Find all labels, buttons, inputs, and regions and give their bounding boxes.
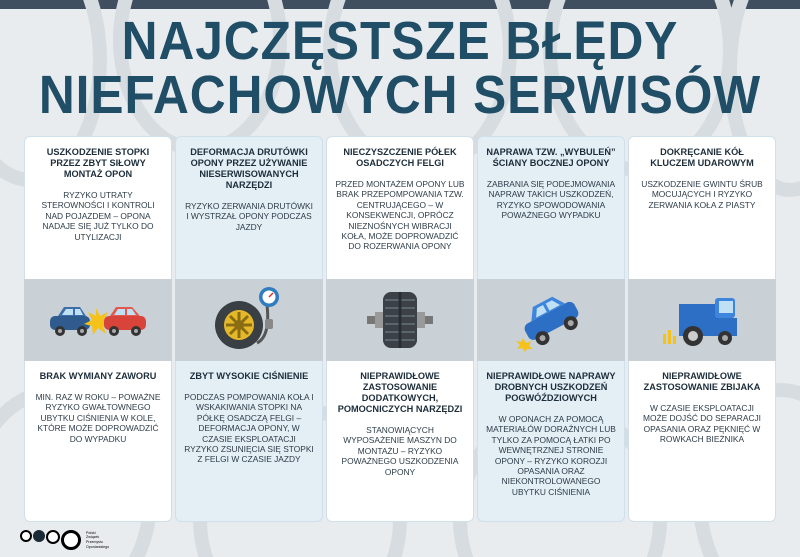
card-text: RYZYKO ZERWANIA DRUTÓWKI I WYSTRZAŁ OPONY PODCZAS JAZDY: [185, 201, 313, 232]
icon-band: [628, 279, 776, 361]
card-text: W CZASIE EKSPLOATACJI MOŻE DOJŚĆ DO SEPARACJI OPASANIA ORAZ PĘKNIĘĆ W ROWKACH BIEŻNIKA: [642, 403, 762, 445]
column-2: [175, 136, 323, 522]
column-3: [326, 136, 474, 522]
card-text: RYZYKO UTRATY STEROWNOŚCI I KONTROLI NAD POJAZDEM – OPONA NADAJE SIĘ JUŻ TYLKO DO UTYLIZACJI: [41, 190, 155, 242]
card-text: PODCZAS POMPOWANIA KOŁA I WSKAKIWANIA STOPKI NA PÓŁKĘ OSADCZĄ FELGI – DEFORMACJA OPONY, W CZASIE EKSPLOATACJI RYZYKO ZSUNIĘCIA SIĘ STOPKI Z FELGI W CZASIE JAZDY: [184, 392, 314, 465]
card-top: [175, 136, 323, 279]
card-bottom: [24, 361, 172, 522]
logo-text-line: Przemysłu: [86, 540, 103, 544]
card-bottom: [326, 361, 474, 522]
icon-band: [24, 279, 172, 361]
column-4: [477, 136, 625, 522]
card-heading: NIECZYSZCZENIE PÓŁEK OSADCZYCH FELGI: [343, 147, 457, 168]
logo-circle-icon: [61, 530, 81, 550]
car-with-torn-wheel-icon: [659, 288, 745, 352]
title-line-2: NIEFACHOWYCH SERWISÓW: [38, 65, 762, 125]
logo-text-line: Związek: [86, 535, 100, 540]
mistakes-grid: [24, 136, 776, 522]
card-heading: DOKRĘCANIE KÓŁ KLUCZEM UDAROWYM: [650, 147, 754, 168]
car-crash-icon: [46, 298, 150, 342]
page-title: [0, 11, 800, 125]
logo-circle-icon: [33, 530, 45, 542]
card-bottom: [175, 361, 323, 522]
logo-circles-icon: [20, 530, 81, 550]
logo-circle-icon: [46, 530, 60, 544]
card-top: [477, 136, 625, 279]
pzpo-logo: [20, 527, 140, 553]
card-text: W OPONACH ZA POMOCĄ MATERIAŁÓW DORAŹNYCH LUB TYLKO ZA POMOCĄ ŁATKI PO WEWNĘTRZNEJ STRONIE OPONY – RYZYKO KOROZJI OPASANIA ORAZ NIEKONTROLOWANEGO UBYTKU CIŚNIENIA: [486, 414, 616, 497]
card-heading: NIEPRAWIDŁOWE NAPRAWY DROBNYCH USZKODZEŃ POGWÓŹDZIOWYCH: [486, 371, 616, 403]
overturned-car-icon: [511, 288, 591, 352]
card-heading: ZBYT WYSOKIE CIŚNIENIE: [189, 371, 309, 381]
logo-text-line: Polski: [86, 530, 96, 535]
card-heading: DEFORMACJA DRUTÓWKI OPONY PRZEZ UŻYWANIE NIESERWISOWANYCH NARZĘDZI: [190, 147, 308, 190]
logo-text: [86, 531, 109, 549]
icon-band: [477, 279, 625, 361]
card-text: MIN. RAZ W ROKU – POWAŻNE RYZYKO GWAŁTOWNEGO UBYTKU CIŚNIENIA W KOLE, KTÓRE MOŻE DOPROWADZIĆ DO WYPADKU: [35, 392, 161, 444]
card-top: [24, 136, 172, 279]
card-heading: BRAK WYMIANY ZAWORU: [39, 371, 157, 381]
card-top: [326, 136, 474, 279]
card-bottom: [477, 361, 625, 522]
column-1: [24, 136, 172, 522]
icon-band: [326, 279, 474, 361]
title-line-1: NAJCZĘSTSZE BŁĘDY: [121, 11, 679, 71]
card-text: USZKODZENIE GWINTU ŚRUB MOCUJĄCYCH I RYZYKO ZERWANIA KOŁA Z PIASTY: [641, 179, 763, 210]
tire-pressure-gauge-icon: [209, 283, 289, 357]
logo-text-line: Oponiarskiego: [86, 544, 110, 549]
icon-band: [175, 279, 323, 361]
card-text: PRZED MONTAŻEM OPONY LUB BRAK PRZEPOMPOWANIA TZW. CENTRUJĄCEGO – W KONSEKWENCJI, OPRÓCZ NIEZNOŚNYCH WIBRACJI KOŁA, MOŻE DOPROWADZIĆ DO ROZERWANIA OPONY: [335, 179, 465, 252]
card-text: ZABRANIA SIĘ PODEJMOWANIA NAPRAW TAKICH USZKODZEŃ, RYZYKO SPOWODOWANIA POWAŻNEGO WYPADKU: [486, 179, 616, 221]
card-text: STANOWIĄCYCH WYPOSAŻENIE MASZYN DO MONTAŻU – RYZYKO POWAŻNEGO USZKODZENIA OPONY: [341, 425, 459, 477]
column-5: [628, 136, 776, 522]
card-heading: NAPRAWA TZW. „WYBULEŃ” ŚCIANY BOCZNEJ OPONY: [486, 147, 616, 168]
card-bottom: [628, 361, 776, 522]
card-heading: NIEPRAWIDŁOWE ZASTOSOWANIE DODATKOWYCH, POMOCNICZYCH NARZĘDZI: [337, 371, 463, 414]
logo-circle-icon: [20, 530, 32, 542]
card-heading: NIEPRAWIDŁOWE ZASTOSOWANIE ZBIJAKA: [643, 371, 761, 392]
card-heading: USZKODZENIE STOPKI PRZEZ ZBYT SIŁOWY MONTAŻ OPON: [46, 147, 150, 179]
card-top: [628, 136, 776, 279]
tire-on-axle-icon: [365, 288, 435, 352]
